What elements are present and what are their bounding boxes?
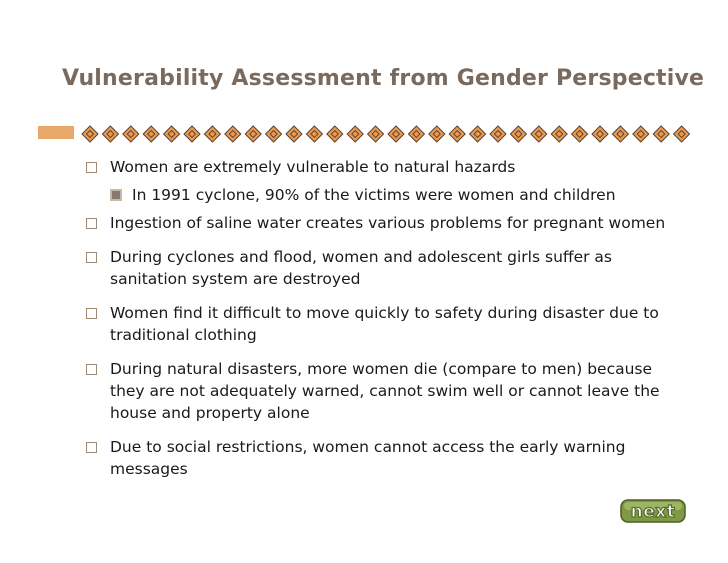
- bullet-item: [86, 302, 666, 346]
- diamond-ornament-icon: [408, 126, 424, 142]
- diamond-ornament-icon: [225, 126, 241, 142]
- slide-title: Vulnerability Assessment from Gender Perspective: [62, 66, 705, 91]
- diamond-ornament-icon: [429, 126, 445, 142]
- diamond-ornament-icon: [306, 126, 322, 142]
- diamond-ornament-icon: [633, 126, 649, 142]
- diamond-ornament-icon: [327, 126, 343, 142]
- diamond-ornament-icon: [592, 126, 608, 142]
- bullet-text: Women find it difficult to move quickly to safety during disaster due to traditional clothing: [110, 304, 659, 344]
- diamond-ornament-icon: [612, 126, 628, 142]
- filled-square-bullet-icon: [110, 189, 122, 201]
- square-bullet-icon: [86, 364, 97, 375]
- square-bullet-icon: [86, 218, 97, 229]
- diamond-ornament-icon: [286, 126, 302, 142]
- diamond-ornament-icon: [572, 126, 588, 142]
- next-button-icon: [620, 498, 686, 524]
- sub-bullet-item: [110, 184, 666, 206]
- bullet-item: [86, 436, 666, 480]
- diamond-ornament-icon: [245, 126, 261, 142]
- bullet-list: [86, 156, 666, 492]
- diamond-ornament-icon: [551, 126, 567, 142]
- bullet-text: During natural disasters, more women die (compare to men) because they are not adequately warned, cannot swim well or cannot leave the house and property alone: [110, 360, 660, 422]
- diamond-ornament-icon: [674, 126, 690, 142]
- diamond-ornament-icon: [449, 126, 465, 142]
- bullet-text: Ingestion of saline water creates various problems for pregnant women: [110, 214, 666, 232]
- square-bullet-icon: [86, 442, 97, 453]
- square-bullet-icon: [86, 308, 97, 319]
- diamond-ornament-icon: [143, 126, 159, 142]
- bullet-text: Women are extremely vulnerable to natural hazards: [110, 158, 516, 176]
- diamond-ornament-icon: [266, 126, 282, 142]
- diamond-ornament-icon: [102, 126, 118, 142]
- diamond-ornament-icon: [653, 126, 669, 142]
- diamond-ornament-icon: [531, 126, 547, 142]
- bullet-item: [86, 156, 666, 178]
- bullet-text: During cyclones and flood, women and adolescent girls suffer as sanitation system are destroyed: [110, 248, 612, 288]
- bullet-text: Due to social restrictions, women cannot access the early warning messages: [110, 438, 626, 478]
- next-button[interactable]: [620, 498, 686, 524]
- diamond-ornament-icon: [82, 126, 98, 142]
- diamond-ornament-icon: [184, 126, 200, 142]
- next-label: next: [630, 502, 676, 522]
- diamond-ornament-icon: [510, 126, 526, 142]
- square-bullet-icon: [86, 252, 97, 263]
- bullet-item: [86, 246, 666, 290]
- square-bullet-icon: [86, 162, 97, 173]
- diamond-ornament-icon: [123, 126, 139, 142]
- bullet-item: [86, 212, 666, 234]
- bullet-item: [86, 358, 666, 424]
- title-accent-bar: [38, 126, 74, 139]
- decorative-diamond-border: [80, 124, 690, 144]
- diamond-ornament-icon: [204, 126, 220, 142]
- sub-bullet-text: In 1991 cyclone, 90% of the victims were women and children: [132, 186, 616, 204]
- diamond-ornament-icon: [347, 126, 363, 142]
- diamond-ornament-icon: [388, 126, 404, 142]
- diamond-ornament-icon: [470, 126, 486, 142]
- diamond-ornament-icon: [164, 126, 180, 142]
- diamond-ornament-icon: [368, 126, 384, 142]
- diamond-ornament-icon: [490, 126, 506, 142]
